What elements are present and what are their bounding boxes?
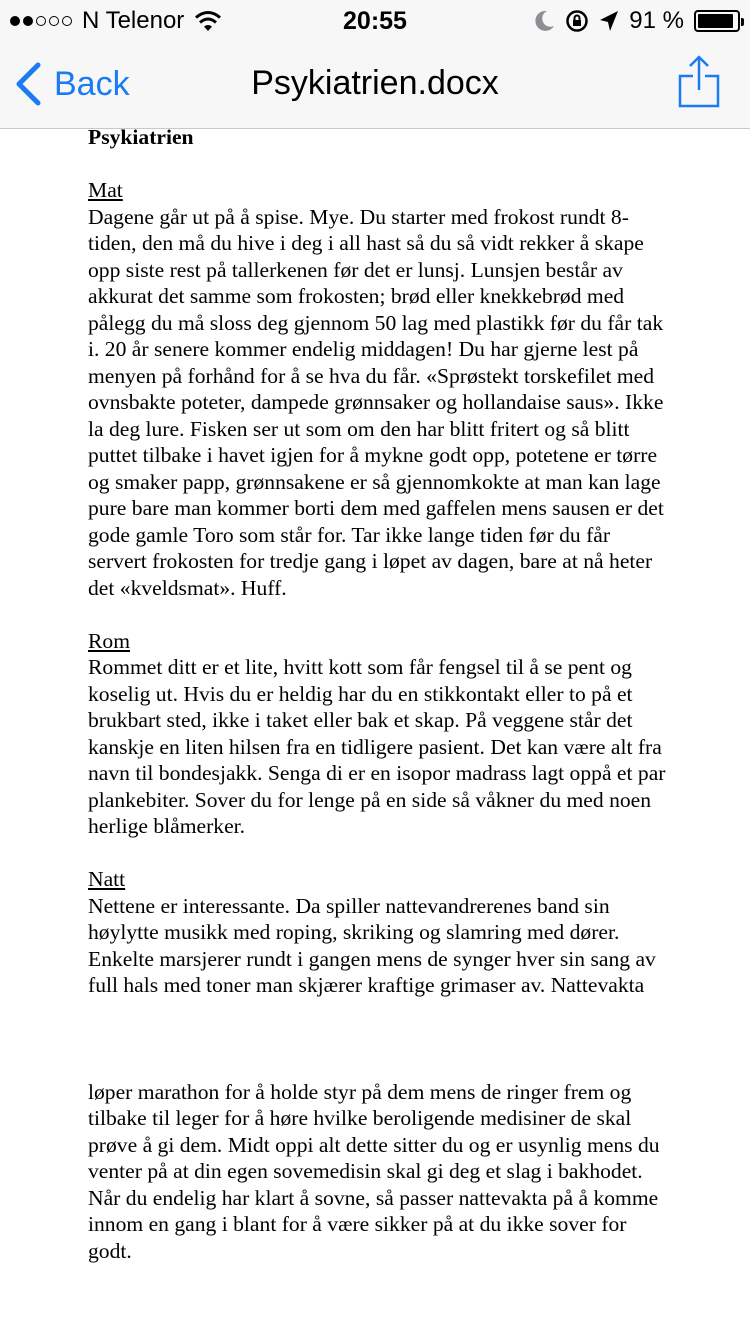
section-paragraph-natt-continued: løper marathon for å holde styr på dem mens de ringer frem og tilbake til leger for å høre hvilke beroligende medisiner de skal prøve å gi dem. Midt oppi alt dette sitter du og er usynlig mens du venter på at din egen sovemedisin skal gi deg et slag i bakhodet. Når du endelig har klart å sovne, så passer nattevakta på å komme innom en gang i blant for å være sikker på at du ikke sover for godt. bbox=[88, 1079, 660, 1263]
battery-percentage: 91 % bbox=[629, 7, 684, 34]
navigation-bar bbox=[0, 40, 750, 129]
back-button[interactable] bbox=[14, 62, 130, 106]
section-heading-mat: Mat bbox=[88, 178, 123, 202]
battery-level-fill bbox=[698, 14, 733, 28]
back-button-label: Back bbox=[54, 64, 130, 103]
location-arrow-icon bbox=[599, 10, 619, 32]
document-content bbox=[88, 124, 668, 1264]
section-paragraph-mat: Dagene går ut på å spise. Mye. Du starter med frokost rundt 8-tiden, den må du hive i deg i all hast så du så vidt rekker å skape opp siste rest på tallerkenen før det er lunsj. Lunsjen består av akkurat det samme som frokosten; brød eller knekkebrød med pålegg du må sloss deg gjennom 50 lag med plastikk før du får tak i. 20 år senere kommer endelig middagen! Du har gjerne lest på menyen på forhånd for å se hva du får. «Sprøstekt torskefilet med ovnsbakte poteter, dampede grønnsaker og hollandaise saus». Ikke la deg lure. Fisken ser ut som om den har blitt fritert og så blitt puttet tilbake i havet igjen for å mykne godt opp, potetene er tørre og smaker papp, grønnsakene er så gjennomkokte at man kan lage pure bare man kommer borti dem med gaffelen mens sausen er det gode gamle Toro som står for. Tar ikke lange tiden før du får servert frokosten for tredje gang i løpet av dagen, bare at nå heter det «kveldsmat». Huff. bbox=[88, 204, 664, 600]
rotation-lock-icon bbox=[565, 9, 589, 33]
share-icon[interactable] bbox=[676, 54, 722, 110]
status-time: 20:55 bbox=[343, 7, 407, 35]
page-title: Psykiatrien.docx bbox=[251, 64, 499, 102]
chevron-left-icon bbox=[14, 62, 42, 106]
section-paragraph-rom: Rommet ditt er et lite, hvitt kott som får fengsel til å se pent og koselig ut. Hvis du er heldig har du en stikkontakt eller to på et brukbart sted, ikke i taket eller bak et skap. På veggene står det kanskje en liten hilsen fra en tidligere pasient. Det kan være alt fra navn til bondesjakk. Senga di er en isopor madrass lagt oppå et par plankebiter. Sover du for lenge på en side så våkner du med noen herlige blåmerker. bbox=[88, 655, 666, 838]
section-paragraph-natt: Nettene er interessante. Da spiller nattevandrerenes band sin høylytte musikk med roping, skriking og slamring med dører. Enkelte marsjerer rundt i gangen mens de synger hver sin sang av full hals med toner man skjærer kraftige grimaser av. Nattevakta bbox=[88, 893, 656, 997]
carrier-name: N Telenor bbox=[82, 7, 185, 34]
section-heading-rom: Rom bbox=[88, 628, 130, 653]
section-heading-natt: Natt bbox=[88, 867, 126, 891]
battery-icon bbox=[694, 10, 740, 32]
status-bar bbox=[0, 0, 750, 40]
moon-icon bbox=[535, 10, 555, 32]
document-title: Psykiatrien bbox=[88, 125, 194, 149]
